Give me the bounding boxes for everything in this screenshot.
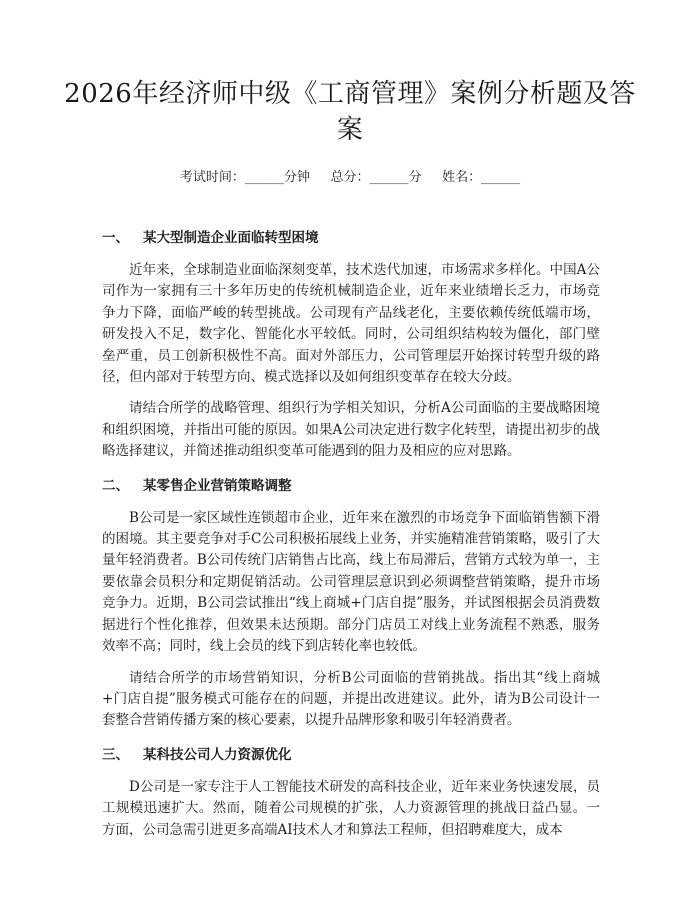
exam-info-line: 考试时间：______分钟 总分：______分 姓名：______	[179, 170, 521, 185]
case-description-paragraph: D公司是一家专注于人工智能技术研发的高科技企业，近年来业务快速发展，员工规模迅速扩大。然而，随着公司规模的扩张，人力资源管理的挑战日益凸显。一方面，公司急需引进更多高端AI技术人才和算法工程师，但招聘难度大，成本	[102, 778, 600, 838]
document-title: 2026年经济师中级《工商管理》案例分析题及答案	[64, 79, 636, 145]
section-heading	[102, 745, 600, 765]
section-title: 某零售企业营销策略调整	[143, 477, 292, 494]
section-number: 一、	[102, 230, 129, 246]
section-heading	[102, 476, 600, 496]
question-paragraph: 请结合所学的市场营销知识，分析B公司面临的营销挑战。指出其“线上商城+门店自提”服务模式可能存在的问题，并提出改进建议。此外，请为B公司设计一套整合营销传播方案的核心要素，以提升品牌形象和吸引年轻消费者。	[102, 669, 600, 729]
case-description-paragraph: 近年来，全球制造业面临深刻变革，技术迭代加速，市场需求多样化。中国A公司作为一家拥有三十多年历史的传统机械制造企业，近年来业绩增长乏力，市场竞争力下降，面临严峻的转型挑战。公司现有产品线老化，主要依赖传统低端市场，研发投入不足，数字化、智能化水平较低。同时，公司组织结构较为僵化，部门壁垒严重，员工创新积极性不高。面对外部压力，公司管理层开始探讨转型升级的路径，但内部对于转型方向、模式选择以及如何组织变革存在较大分歧。	[102, 262, 600, 386]
question-paragraph: 请结合所学的战略管理、组织行为学相关知识，分析A公司面临的主要战略困境和组织困境，并指出可能的原因。如果A公司决定进行数字化转型，请提出初步的战略选择建议，并简述推动组织变革可能遇到的阻力及相应的应对思路。	[102, 400, 600, 460]
section-2	[102, 476, 600, 732]
case-description-paragraph: B公司是一家区域性连锁超市企业，近年来在激烈的市场竞争下面临销售额下滑的困境。其主要竞争对手C公司积极拓展线上业务，并实施精准营销策略，吸引了大量年轻消费者。B公司传统门店销售占比高，线上布局滞后，营销方式较为单一，主要依靠会员积分和定期促销活动。公司管理层意识到必须调整营销策略，提升市场竞争力。近期，B公司尝试推出“线上商城+门店自提”服务，并试图根据会员消费数据进行个性化推荐，但效果未达预期。部分门店员工对线上业务流程不熟悉，服务效率不高；同时，线上会员的线下到店转化率也较低。	[102, 509, 600, 655]
section-3	[102, 745, 600, 841]
section-title: 某大型制造企业面临转型困境	[143, 230, 319, 246]
section-title: 某科技公司人力资源优化	[143, 746, 292, 763]
document-body	[102, 228, 600, 851]
section-1	[102, 228, 600, 463]
section-number: 三、	[102, 746, 129, 763]
section-number: 二、	[102, 477, 129, 494]
section-heading	[102, 228, 600, 248]
